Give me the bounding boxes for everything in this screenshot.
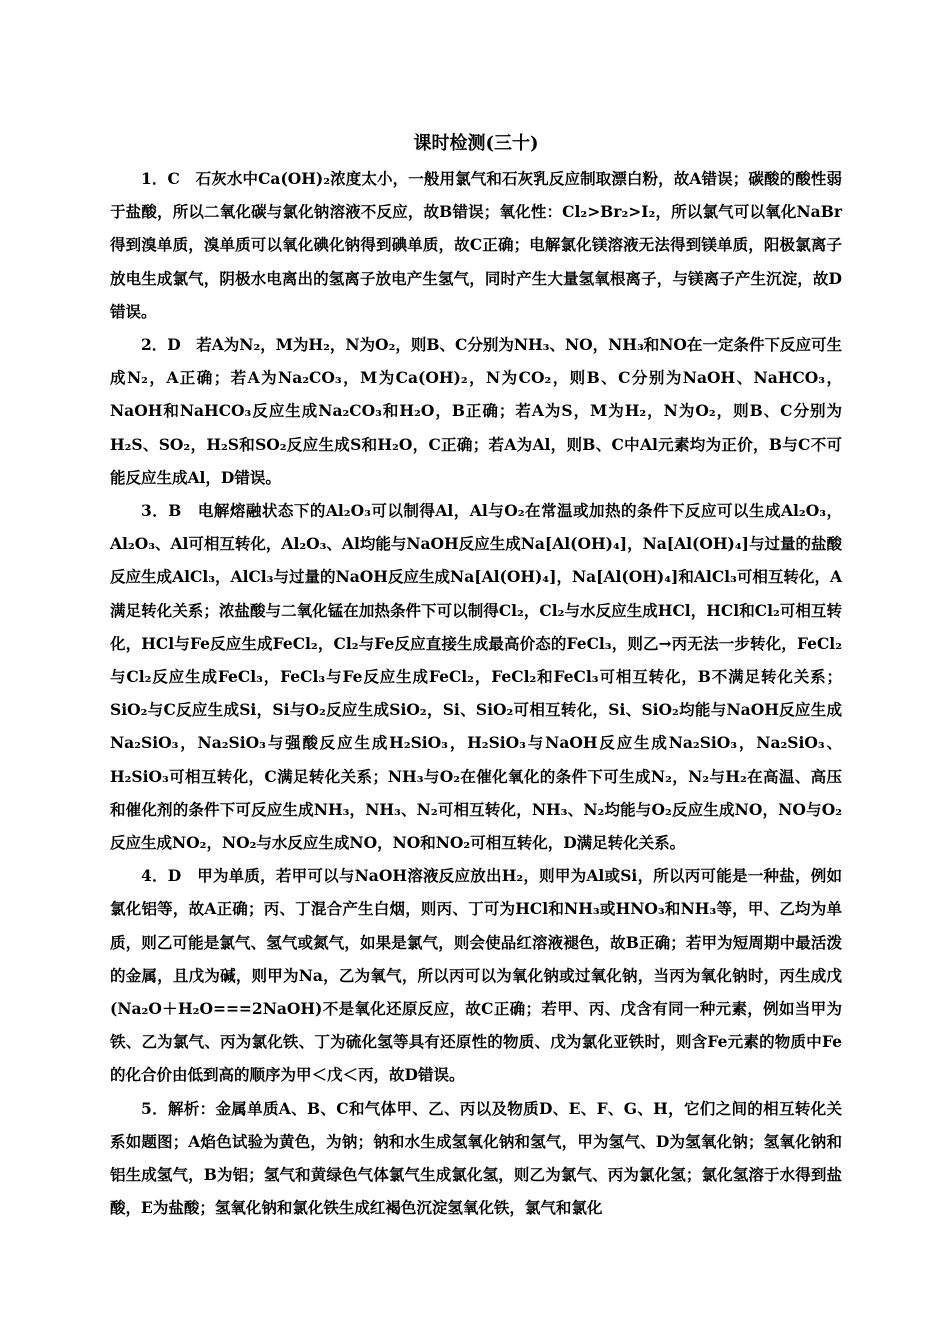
answer-paragraph-1: 1．C 石灰水中Ca(OH)₂浓度太小，一般用氯气和石灰乳反应制取漂白粉，故A错误；碳酸的酸性弱于盐酸，所以二氧化碳与氯化钠溶液不反应，故B错误；氧化性：Cl₂>Br₂>I₂，所以氯气可以氧化NaBr得到溴单质，溴单质可以氧化碘化钠得到碘单质，故C正确；电解氯化镁溶液无法得到镁单质，阳极氯离子放电生成氯气，阴极水电离出的氢离子放电产生氢气，同时产生大量氢氧根离子，与镁离子产生沉淀，故D错误。	[110, 169, 842, 321]
page-title: 课时检测(三十)	[413, 133, 539, 154]
answer-paragraph-4: 4．D 甲为单质，若甲可以与NaOH溶液反应放出H₂，则甲为Al或Si，所以丙可能是一种盐，例如氯化铝等，故A正确；丙、丁混合产生白烟，则丙、丁可为HCl和NH₃或HNO₃和NH₃等，甲、乙均为单质，则乙可能是氯气、氢气或氮气，如果是氯气，则会使品红溶液褪色，故B正确；若甲为短周期中最活泼的金属，且戊为碱，则甲为Na，乙为氧气，所以丙可以为氧化钠或过氧化钠，当丙为氧化钠时，丙生成戊(Na₂O＋H₂O===2NaOH)不是氧化还原反应，故C正确；若甲、丙、戊含有同一种元素，例如当甲为铁、乙为氯气、丙为氯化铁、丁为硫化氢等具有还原性的物质、戊为氯化亚铁时，则含Fe元素的物质中Fe的化合价由低到高的顺序为甲＜戊＜丙，故D错误。	[110, 866, 842, 1085]
answer-paragraph-2: 2．D 若A为N₂，M为H₂，N为O₂，则B、C分别为NH₃、NO，NH₃和NO在一定条件下反应可生成N₂，A正确；若A为Na₂CO₃，M为Ca(OH)₂，N为CO₂，则B、C分别为NaOH、NaHCO₃，NaOH和NaHCO₃反应生成Na₂CO₃和H₂O，B正确；若A为S，M为H₂，N为O₂，则B、C分别为H₂S、SO₂，H₂S和SO₂反应生成S和H₂O，C正确；若A为Al，则B、C中Al元素均为正价，B与C不可能反应生成Al，D错误。	[110, 335, 842, 487]
answer-paragraph-3: 3．B 电解熔融状态下的Al₂O₃可以制得Al，Al与O₂在常温或加热的条件下反应可以生成Al₂O₃，Al₂O₃、Al可相互转化，Al₂O₃、Al均能与NaOH反应生成Na[Al(OH)₄]，Na[Al(OH)₄]与过量的盐酸反应生成AlCl₃，AlCl₃与过量的NaOH反应生成Na[Al(OH)₄]，Na[Al(OH)₄]和AlCl₃可相互转化，A满足转化关系；浓盐酸与二氧化锰在加热条件下可以制得Cl₂，Cl₂与水反应生成HCl，HCl和Cl₂可相互转化，HCl与Fe反应生成FeCl₂，Cl₂与Fe反应直接生成最高价态的FeCl₃，则乙→丙无法一步转化，FeCl₂与Cl₂反应生成FeCl₃，FeCl₃与Fe反应生成FeCl₂，FeCl₂和FeCl₃可相互转化，B不满足转化关系；SiO₂与C反应生成Si，Si与O₂反应生成SiO₂，Si、SiO₂可相互转化，Si、SiO₂均能与NaOH反应生成Na₂SiO₃，Na₂SiO₃与强酸反应生成H₂SiO₃，H₂SiO₃与NaOH反应生成Na₂SiO₃，Na₂SiO₃、H₂SiO₃可相互转化，C满足转化关系；NH₃与O₂在催化氧化的条件下可生成N₂，N₂与H₂在高温、高压和催化剂的条件下可反应生成NH₃，NH₃、N₂可相互转化，NH₃、N₂均能与O₂反应生成NO，NO与O₂反应生成NO₂，NO₂与水反应生成NO，NO和NO₂可相互转化，D满足转化关系。	[110, 501, 842, 853]
answer-paragraph-5: 5．解析：金属单质A、B、C和气体甲、乙、丙以及物质D、E、F、G、H，它们之间的相互转化关系如题图；A焰色试验为黄色，为钠；钠和水生成氢氧化钠和氢气，甲为氢气、D为氢氧化钠；氢氧化钠和铝生成氢气，B为铝；氢气和黄绿色气体氯气生成氯化氢，则乙为氯气、丙为氯化氢；氯化氢溶于水得到盐酸，E为盐酸；氢氧化钠和氯化铁生成红褐色沉淀氢氧化铁，氯气和氯化	[110, 1098, 842, 1218]
document-page	[110, 126, 842, 1225]
